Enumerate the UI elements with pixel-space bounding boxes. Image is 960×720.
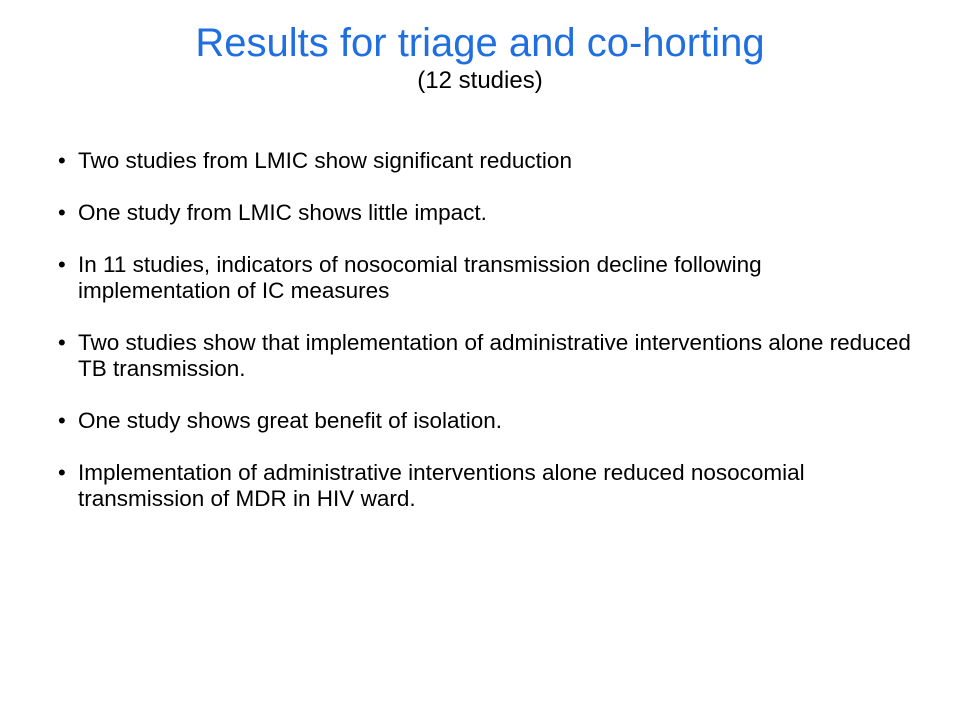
bullet-icon: • (58, 252, 66, 277)
bullet-text: One study shows great benefit of isolation. (78, 408, 502, 433)
bullet-item (58, 252, 918, 304)
slide-subtitle: (12 studies) (417, 67, 543, 94)
bullet-item (58, 460, 918, 512)
bullet-icon: • (58, 408, 66, 433)
slide-title: Results for triage and co-horting (195, 21, 765, 65)
bullet-text: Two studies show that implementation of administrative interventions alone reduced TB transmission. (78, 330, 911, 381)
bullet-item (58, 200, 918, 226)
bullet-item (58, 148, 918, 174)
bullet-text: In 11 studies, indicators of nosocomial transmission decline following implementation of IC measures (78, 252, 762, 303)
bullet-text: Two studies from LMIC show significant reduction (78, 148, 572, 173)
bullet-text: One study from LMIC shows little impact. (78, 200, 487, 225)
bullet-icon: • (58, 330, 66, 355)
bullet-item (58, 330, 918, 382)
bullet-icon: • (58, 460, 66, 485)
bullet-icon: • (58, 148, 66, 173)
bullet-icon: • (58, 200, 66, 225)
bullet-list (58, 148, 918, 538)
bullet-text: Implementation of administrative interventions alone reduced nosocomial transmission of MDR in HIV ward. (78, 460, 805, 511)
title-block (0, 20, 960, 96)
bullet-item (58, 408, 918, 434)
